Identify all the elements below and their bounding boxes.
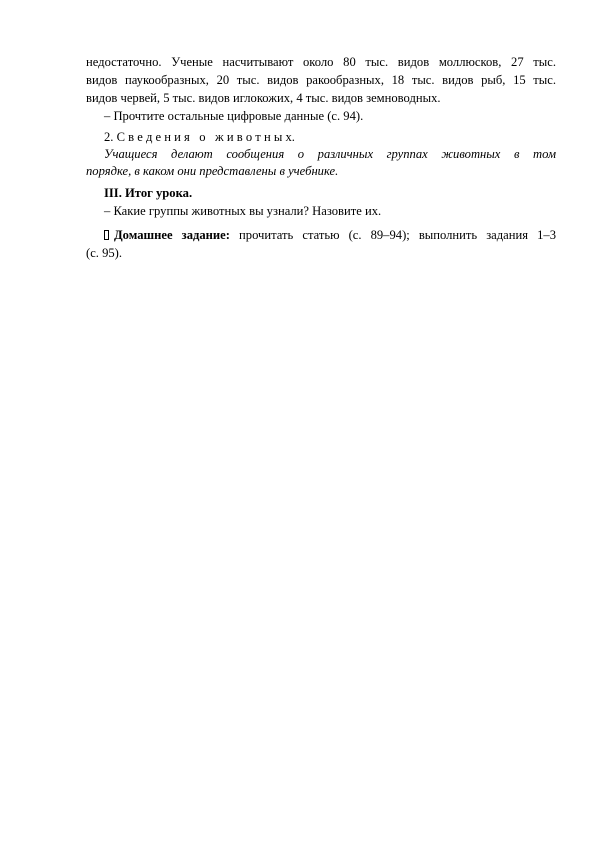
homework-text-continued: (с. 95). xyxy=(86,246,123,260)
paragraph-species-counts xyxy=(86,53,556,107)
section-2-heading: 2. С в е д е н и я о ж и в о т н ы х. xyxy=(104,130,295,144)
section-2-text xyxy=(86,146,556,180)
bullet-box-icon xyxy=(104,230,109,240)
question-digital-data: – Прочтите остальные цифровые данные (с. 94). xyxy=(104,109,364,123)
section-2-line: порядке, в каком они представлены в учебнике. xyxy=(86,164,339,178)
homework-block xyxy=(86,226,556,262)
paragraph-line: видов паукообразных, 20 тыс. видов ракообразных, 18 тыс. видов рыб, 15 тыс. xyxy=(86,73,556,87)
document-content xyxy=(86,53,556,262)
paragraph-line: недостаточно. Ученые насчитывают около 80 тыс. видов моллюсков, 27 тыс. xyxy=(86,55,556,69)
homework-text: прочитать статью (с. 89–94); выполнить задания 1–3 xyxy=(229,228,556,242)
section-2-line: Учащиеся делают сообщения о различных группах животных в том xyxy=(104,147,556,161)
homework-label: Домашнее задание: xyxy=(114,228,230,242)
section-3-heading: III. Итог урока. xyxy=(104,186,193,200)
question-animal-groups: – Какие группы животных вы узнали? Назовите их. xyxy=(104,204,382,218)
paragraph-line: видов червей, 5 тыс. видов иглокожих, 4 тыс. видов земноводных. xyxy=(86,91,441,105)
homework-line xyxy=(86,226,556,244)
